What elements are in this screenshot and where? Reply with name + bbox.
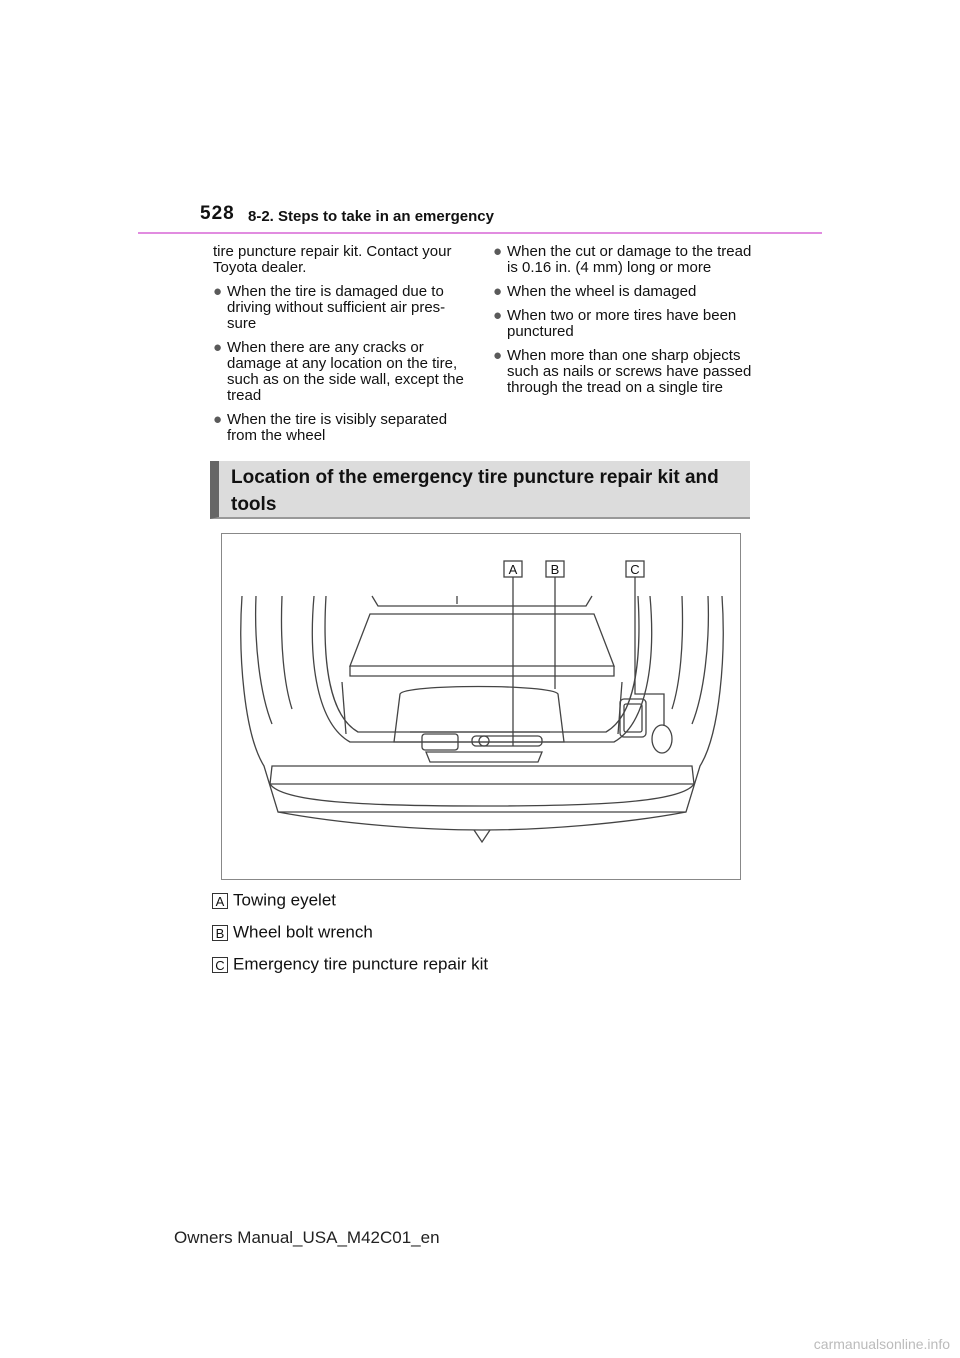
trunk-opening: [312, 596, 651, 742]
continuation-text: tire puncture repair kit. Contact your Toyota dealer.: [213, 243, 452, 276]
tool-compartment: [394, 687, 564, 743]
legend-item-c: [212, 954, 488, 976]
right-column: [493, 244, 758, 404]
legend-key: A: [212, 893, 228, 909]
trunk-drawing: [222, 534, 742, 881]
watermark: carmanualsonline.info: [813, 1336, 950, 1352]
trunk-illustration: [221, 533, 741, 880]
bullet-icon: ●: [493, 283, 503, 300]
list-item: ● When the tire is visibly separated from the wheel: [213, 411, 448, 444]
bullet-icon: ●: [213, 339, 223, 356]
legend-label: Emergency tire puncture repair kit: [233, 954, 489, 974]
bullet-icon: ●: [213, 283, 223, 300]
list-item: ● When the wheel is damaged: [493, 283, 697, 300]
left-column: [213, 244, 473, 452]
legend-label: Wheel bolt wrench: [233, 922, 373, 942]
list-item: ● When two or more tires have been punctured: [493, 307, 737, 340]
bullet-icon: ●: [493, 347, 503, 364]
list-item: ● When there are any cracks or damage at any location on the tire, such as on the side wall, except the tread: [213, 339, 464, 404]
location-heading: Location of the emergency tire puncture repair kit and tools: [210, 461, 750, 519]
page-header: [200, 200, 820, 236]
legend-item-b: [212, 922, 373, 944]
bullet-icon: ●: [493, 243, 503, 260]
callout-a: A: [508, 562, 518, 577]
list-item: ● When the cut or damage to the tread is 0.16 in. (4 mm) long or more: [493, 243, 752, 276]
header-rule: [138, 232, 822, 234]
legend-key: B: [212, 925, 228, 941]
list-item: ● When more than one sharp objects such as nails or screws have passed through the tread on a single tire: [493, 347, 752, 396]
cargo-cover: [350, 614, 614, 666]
section-title: 8-2. Steps to take in an emergency: [248, 208, 494, 225]
bullet-icon: ●: [213, 411, 223, 428]
body-outline: [241, 596, 723, 812]
bullet-icon: ●: [493, 307, 503, 324]
callout-b: B: [550, 562, 560, 577]
legend-key: C: [212, 957, 228, 973]
footer-manual-id: Owners Manual_USA_M42C01_en: [174, 1228, 440, 1247]
legend-label: Towing eyelet: [233, 890, 337, 910]
legend-item-a: [212, 890, 336, 912]
list-item: ● When the tire is damaged due to driving without sufficient air pres-sure: [213, 283, 446, 332]
page-number: 528: [200, 203, 235, 224]
callout-c: C: [630, 562, 640, 577]
rear-bumper: [270, 766, 694, 784]
